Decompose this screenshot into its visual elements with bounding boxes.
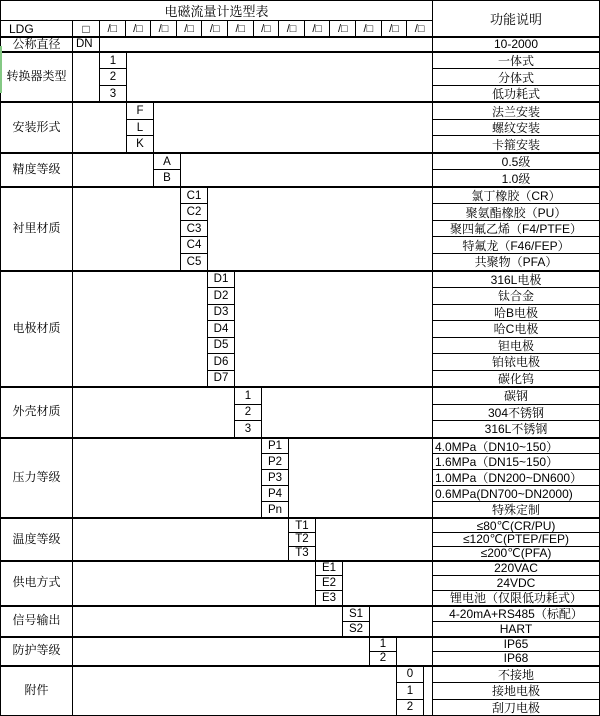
category-group <box>1 38 599 53</box>
spacer-cell <box>73 519 289 559</box>
description-column <box>433 667 599 716</box>
description-cell: HART <box>499 621 533 636</box>
description-column <box>433 638 599 665</box>
code-cell: D5 <box>208 338 234 355</box>
category-group <box>1 103 599 154</box>
code-box-symbol: /□ <box>330 21 356 36</box>
description-column <box>433 607 599 636</box>
model-prefix: LDG <box>1 21 73 36</box>
spacer-cell <box>73 667 397 716</box>
code-cell: D3 <box>208 305 234 322</box>
code-box-symbol: /□ <box>228 21 254 36</box>
code-cell: 2 <box>406 701 414 714</box>
description-cell: IP68 <box>503 651 529 665</box>
description-cell: 共聚物（PFA） <box>474 255 558 270</box>
code-cell: K <box>136 138 144 151</box>
description-cell: 特殊定制 <box>491 503 540 518</box>
code-cell: 1 <box>397 683 423 700</box>
code-cell: T2 <box>289 533 315 547</box>
spacer-cell <box>73 154 154 186</box>
spacer-cell <box>343 562 433 605</box>
code-cell: D2 <box>208 288 234 305</box>
category-label: 信号输出 <box>1 607 73 636</box>
model-code-boxes <box>100 21 432 36</box>
description-cell: ≤80℃(CR/PU) <box>433 519 599 533</box>
description-column <box>433 439 599 518</box>
code-column <box>289 519 316 559</box>
spacer-cell <box>370 607 433 636</box>
category-group <box>1 562 599 607</box>
description-cell: 1.0级 <box>501 171 531 186</box>
description-cell: 法兰安装 <box>433 103 599 120</box>
code-column <box>343 607 370 636</box>
code-cell: L <box>127 120 153 137</box>
model-code-row <box>1 21 432 36</box>
code-column <box>73 38 100 51</box>
category-group <box>1 188 599 272</box>
table-header <box>1 1 599 38</box>
category-label: 衬里材质 <box>1 188 73 270</box>
code-cell: C2 <box>181 204 207 221</box>
code-cell: B <box>163 172 171 185</box>
code-cell: C5 <box>186 255 202 268</box>
code-cell: D4 <box>208 321 234 338</box>
description-column <box>433 103 599 152</box>
table-title: 电磁流量计选型表 <box>1 1 432 21</box>
code-cell: E3 <box>321 591 337 604</box>
category-label: 防护等级 <box>1 638 73 665</box>
code-column <box>181 188 208 270</box>
description-column <box>433 562 599 605</box>
code-box-symbol: /□ <box>100 21 126 36</box>
description-cell: 聚四氟乙烯（F4/PTFE） <box>433 221 599 238</box>
description-cell: 碳钢 <box>433 388 599 405</box>
code-cell: S1 <box>343 607 369 622</box>
code-cell: 0 <box>397 667 423 684</box>
description-cell: 特氟龙（F46/FEP） <box>433 237 599 254</box>
code-cell: 2 <box>379 652 387 665</box>
description-cell: 低功耗式 <box>491 87 540 102</box>
spacer-cell <box>397 638 433 665</box>
description-column <box>433 519 599 559</box>
category-group <box>1 519 599 561</box>
code-cell: 1 <box>235 388 261 405</box>
code-box-symbol: /□ <box>126 21 152 36</box>
category-label: 压力等级 <box>1 439 73 518</box>
code-cell: T1 <box>289 519 315 533</box>
code-column <box>397 667 424 716</box>
category-label: 电极材质 <box>1 272 73 386</box>
category-group <box>1 439 599 520</box>
description-column <box>433 38 599 51</box>
code-cell: 1 <box>100 53 126 70</box>
category-group <box>1 388 599 439</box>
description-column <box>433 272 599 386</box>
description-cell: 铂铱电极 <box>433 354 599 371</box>
spacer-cell <box>289 439 433 518</box>
description-cell: 不接地 <box>433 667 599 684</box>
code-cell: 2 <box>100 69 126 86</box>
code-box-symbol: /□ <box>151 21 177 36</box>
description-cell: 钽电极 <box>433 338 599 355</box>
spacer-cell <box>73 638 370 665</box>
description-cell: ≤120℃(PTEP/FEP) <box>433 533 599 547</box>
category-label: 转换器类型 <box>1 53 73 102</box>
function-column-header: 功能说明 <box>489 12 542 27</box>
category-group <box>1 638 599 667</box>
description-cell: 螺纹安装 <box>433 120 599 137</box>
description-cell: 10-2000 <box>493 38 539 51</box>
category-label: 安装形式 <box>1 103 73 152</box>
code-column <box>316 562 343 605</box>
code-cell: 3 <box>109 87 117 100</box>
code-box-symbol: /□ <box>177 21 203 36</box>
code-box-symbol: /□ <box>414 22 425 35</box>
description-cell: 1.6MPa（DN15~150） <box>433 454 599 470</box>
description-cell: 碳化钨 <box>497 371 534 386</box>
spacer-cell <box>73 272 208 386</box>
code-cell: C1 <box>181 188 207 205</box>
code-cell: F <box>127 103 153 120</box>
code-box-symbol: /□ <box>382 21 408 36</box>
code-column <box>127 103 154 152</box>
description-cell: 4-20mA+RS485（标配） <box>433 607 599 622</box>
description-cell: 4.0MPa（DN10~150） <box>433 439 599 455</box>
spacer-cell <box>73 439 262 518</box>
category-group <box>1 272 599 388</box>
code-cell: C3 <box>181 221 207 238</box>
description-cell: 220VAC <box>433 562 599 577</box>
description-cell: 一体式 <box>433 53 599 70</box>
description-cell: 聚氨酯橡胶（PU） <box>433 204 599 221</box>
description-column <box>433 388 599 437</box>
code-column <box>154 154 181 186</box>
description-cell: 24VDC <box>433 576 599 591</box>
description-cell: 0.6MPa(DN700~DN2000) <box>433 486 599 502</box>
spacer-cell <box>154 103 433 152</box>
description-column <box>433 53 599 102</box>
code-cell: 1 <box>370 638 396 652</box>
description-cell: 哈B电极 <box>433 305 599 322</box>
code-cell: D6 <box>208 354 234 371</box>
description-cell: 316L不锈钢 <box>484 422 548 437</box>
table-header-left <box>1 1 433 36</box>
code-cell: DN <box>76 38 93 51</box>
code-column <box>208 272 235 386</box>
code-cell: E2 <box>316 576 342 591</box>
category-group <box>1 154 599 188</box>
category-label: 温度等级 <box>1 519 73 559</box>
code-cell: D1 <box>208 272 234 289</box>
model-box-symbol: □ <box>73 21 100 36</box>
category-label: 公称直径 <box>1 38 73 51</box>
code-cell: 3 <box>244 422 252 435</box>
spacer-cell <box>181 154 433 186</box>
code-cell: C4 <box>181 237 207 254</box>
description-cell: 304不锈钢 <box>433 405 599 422</box>
spacer-cell <box>127 53 433 102</box>
description-column <box>433 188 599 270</box>
description-cell: 1.0MPa（DN200~DN600） <box>433 470 599 486</box>
category-group <box>1 607 599 638</box>
spacer-cell <box>424 667 433 716</box>
spacer-cell <box>73 607 343 636</box>
spacer-cell <box>73 388 235 437</box>
category-label: 外壳材质 <box>1 388 73 437</box>
code-cell: P1 <box>262 439 288 455</box>
spacer-cell <box>262 388 433 437</box>
category-group <box>1 53 599 104</box>
code-cell: P4 <box>262 486 288 502</box>
code-box-symbol: /□ <box>254 21 280 36</box>
description-cell: 卡箍安装 <box>491 137 540 152</box>
code-box-symbol: /□ <box>279 21 305 36</box>
description-cell: 0.5级 <box>433 154 599 171</box>
code-cell: T3 <box>295 547 309 560</box>
green-line-artifact <box>0 46 2 93</box>
code-cell: P3 <box>262 470 288 486</box>
code-cell: S2 <box>348 622 364 635</box>
description-cell: 氯丁橡胶（CR） <box>433 188 599 205</box>
code-cell: A <box>154 154 180 171</box>
description-cell: 钛合金 <box>433 288 599 305</box>
description-cell: 分体式 <box>433 69 599 86</box>
category-group <box>1 667 599 716</box>
description-column <box>433 154 599 186</box>
description-cell: 316L电极 <box>433 272 599 289</box>
description-cell: IP65 <box>433 638 599 652</box>
category-label: 供电方式 <box>1 562 73 605</box>
description-cell: 哈C电极 <box>433 321 599 338</box>
description-cell: 刮刀电极 <box>491 700 540 715</box>
code-cell: Pn <box>267 503 283 516</box>
code-cell: P2 <box>262 454 288 470</box>
category-label: 精度等级 <box>1 154 73 186</box>
code-cell: 2 <box>235 405 261 422</box>
code-column <box>100 53 127 102</box>
code-box-symbol: /□ <box>305 21 331 36</box>
description-cell: ≤200℃(PFA) <box>480 546 552 560</box>
code-box-symbol: /□ <box>356 21 382 36</box>
code-column <box>370 638 397 665</box>
spacer-cell <box>235 272 433 386</box>
spacer-cell <box>73 188 181 270</box>
description-cell: 锂电池（仅限低功耗式） <box>449 591 582 605</box>
code-column <box>262 439 289 518</box>
category-label: 附件 <box>1 667 73 716</box>
code-cell: D7 <box>213 372 229 385</box>
spacer-cell <box>73 53 100 102</box>
spacer-cell <box>316 519 433 559</box>
code-box-symbol: /□ <box>202 21 228 36</box>
spacer-cell <box>73 562 316 605</box>
code-cell: E1 <box>316 562 342 577</box>
code-column <box>235 388 262 437</box>
spacer-cell <box>208 188 433 270</box>
spacer-cell <box>100 38 433 51</box>
spacer-cell <box>73 103 127 152</box>
description-cell: 接地电极 <box>433 683 599 700</box>
